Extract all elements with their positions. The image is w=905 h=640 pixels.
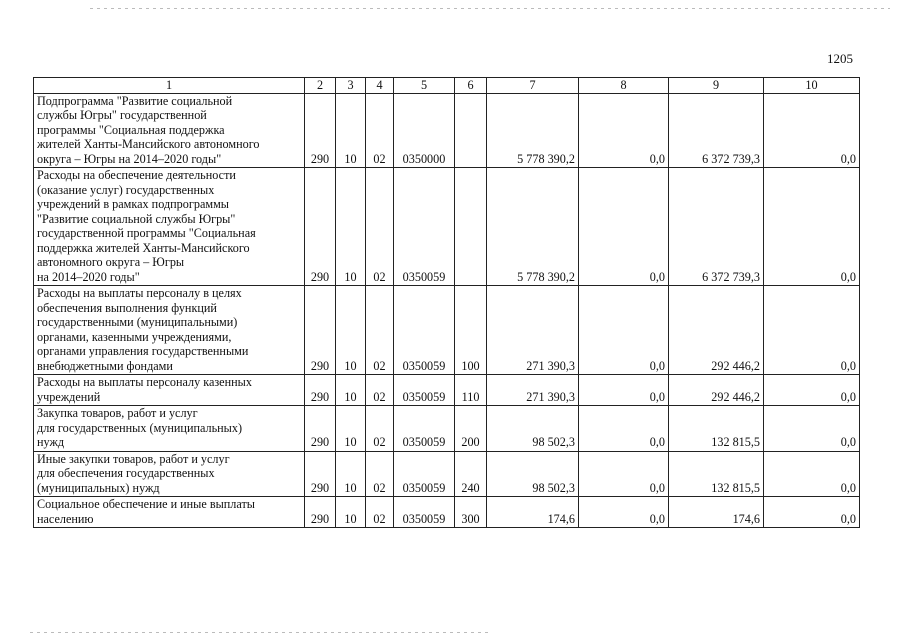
cell-admin-code: 290 (305, 168, 336, 286)
cell-amount: 0,0 (764, 451, 860, 497)
cell-expense-type: 110 (455, 375, 487, 406)
table-row (34, 93, 860, 168)
cell-section: 10 (336, 93, 366, 168)
cell-amount: 0,0 (579, 451, 669, 497)
cell-amount: 174,6 (487, 497, 579, 528)
row-name: Социальное обеспечение и иные выплаты населению (34, 497, 305, 528)
cell-amount: 0,0 (579, 168, 669, 286)
row-name: Расходы на выплаты персоналу в целях обеспечения выполнения функций государственными (муниципальными) органами, казенными учреждениями, органами управления государственными внебюджетными фондами (34, 286, 305, 375)
cell-amount: 0,0 (764, 168, 860, 286)
cell-expense-type: 100 (455, 286, 487, 375)
scan-artifact-top (90, 8, 890, 9)
cell-amount: 98 502,3 (487, 406, 579, 452)
cell-subsection: 02 (366, 497, 394, 528)
row-name: Расходы на выплаты персоналу казенных учреждений (34, 375, 305, 406)
cell-amount: 292 446,2 (669, 286, 764, 375)
cell-expense-type: 200 (455, 406, 487, 452)
cell-section: 10 (336, 497, 366, 528)
cell-amount: 0,0 (579, 93, 669, 168)
cell-subsection: 02 (366, 168, 394, 286)
cell-amount: 0,0 (764, 406, 860, 452)
row-name: Подпрограмма "Развитие социальной службы Югры" государственной программы "Социальная поддержка жителей Ханты-Мансийского автономного округа – Югры на 2014–2020 годы" (34, 93, 305, 168)
cell-amount: 0,0 (579, 497, 669, 528)
cell-amount: 98 502,3 (487, 451, 579, 497)
cell-expense-type: 240 (455, 451, 487, 497)
cell-section: 10 (336, 168, 366, 286)
cell-amount: 271 390,3 (487, 375, 579, 406)
header-row (34, 78, 860, 94)
cell-target-article: 0350059 (394, 375, 455, 406)
page-number: 1205 (827, 51, 853, 66)
cell-target-article: 0350000 (394, 93, 455, 168)
cell-section: 10 (336, 375, 366, 406)
cell-section: 10 (336, 406, 366, 452)
cell-amount: 174,6 (669, 497, 764, 528)
cell-subsection: 02 (366, 451, 394, 497)
cell-expense-type: 300 (455, 497, 487, 528)
cell-amount: 0,0 (579, 375, 669, 406)
column-header: 1 (34, 78, 305, 94)
cell-amount: 271 390,3 (487, 286, 579, 375)
cell-target-article: 0350059 (394, 406, 455, 452)
cell-amount: 0,0 (579, 286, 669, 375)
cell-target-article: 0350059 (394, 451, 455, 497)
table-row (34, 375, 860, 406)
cell-amount: 132 815,5 (669, 406, 764, 452)
cell-target-article: 0350059 (394, 286, 455, 375)
cell-amount: 6 372 739,3 (669, 93, 764, 168)
column-header: 3 (336, 78, 366, 94)
table-row (34, 406, 860, 452)
cell-amount: 0,0 (764, 375, 860, 406)
column-header: 4 (366, 78, 394, 94)
column-header: 2 (305, 78, 336, 94)
cell-admin-code: 290 (305, 406, 336, 452)
cell-subsection: 02 (366, 375, 394, 406)
cell-admin-code: 290 (305, 451, 336, 497)
row-name: Закупка товаров, работ и услуг для государственных (муниципальных) нужд (34, 406, 305, 452)
cell-target-article: 0350059 (394, 497, 455, 528)
column-header: 6 (455, 78, 487, 94)
cell-expense-type (455, 93, 487, 168)
scan-artifact-bottom (30, 632, 490, 633)
cell-admin-code: 290 (305, 375, 336, 406)
cell-subsection: 02 (366, 93, 394, 168)
cell-amount: 5 778 390,2 (487, 93, 579, 168)
cell-subsection: 02 (366, 286, 394, 375)
cell-section: 10 (336, 451, 366, 497)
cell-target-article: 0350059 (394, 168, 455, 286)
cell-admin-code: 290 (305, 286, 336, 375)
row-name: Иные закупки товаров, работ и услуг для обеспечения государственных (муниципальных) нужд (34, 451, 305, 497)
table-row (34, 451, 860, 497)
cell-amount: 132 815,5 (669, 451, 764, 497)
table-row (34, 497, 860, 528)
column-header: 8 (579, 78, 669, 94)
budget-table (33, 77, 860, 528)
cell-amount: 0,0 (764, 497, 860, 528)
cell-section: 10 (336, 286, 366, 375)
cell-admin-code: 290 (305, 93, 336, 168)
cell-expense-type (455, 168, 487, 286)
cell-amount: 6 372 739,3 (669, 168, 764, 286)
column-header: 9 (669, 78, 764, 94)
cell-amount: 0,0 (764, 286, 860, 375)
cell-amount: 0,0 (764, 93, 860, 168)
cell-amount: 0,0 (579, 406, 669, 452)
table-row (34, 286, 860, 375)
cell-admin-code: 290 (305, 497, 336, 528)
table-row (34, 168, 860, 286)
cell-subsection: 02 (366, 406, 394, 452)
column-header: 5 (394, 78, 455, 94)
cell-amount: 5 778 390,2 (487, 168, 579, 286)
column-header: 10 (764, 78, 860, 94)
row-name: Расходы на обеспечение деятельности (оказание услуг) государственных учреждений в рамках подпрограммы "Развитие социальной службы Югры" государственной программы "Социальная поддержка жителей Ханты-Мансийского автономного округа – Югры на 2014–2020 годы" (34, 168, 305, 286)
cell-amount: 292 446,2 (669, 375, 764, 406)
column-header: 7 (487, 78, 579, 94)
